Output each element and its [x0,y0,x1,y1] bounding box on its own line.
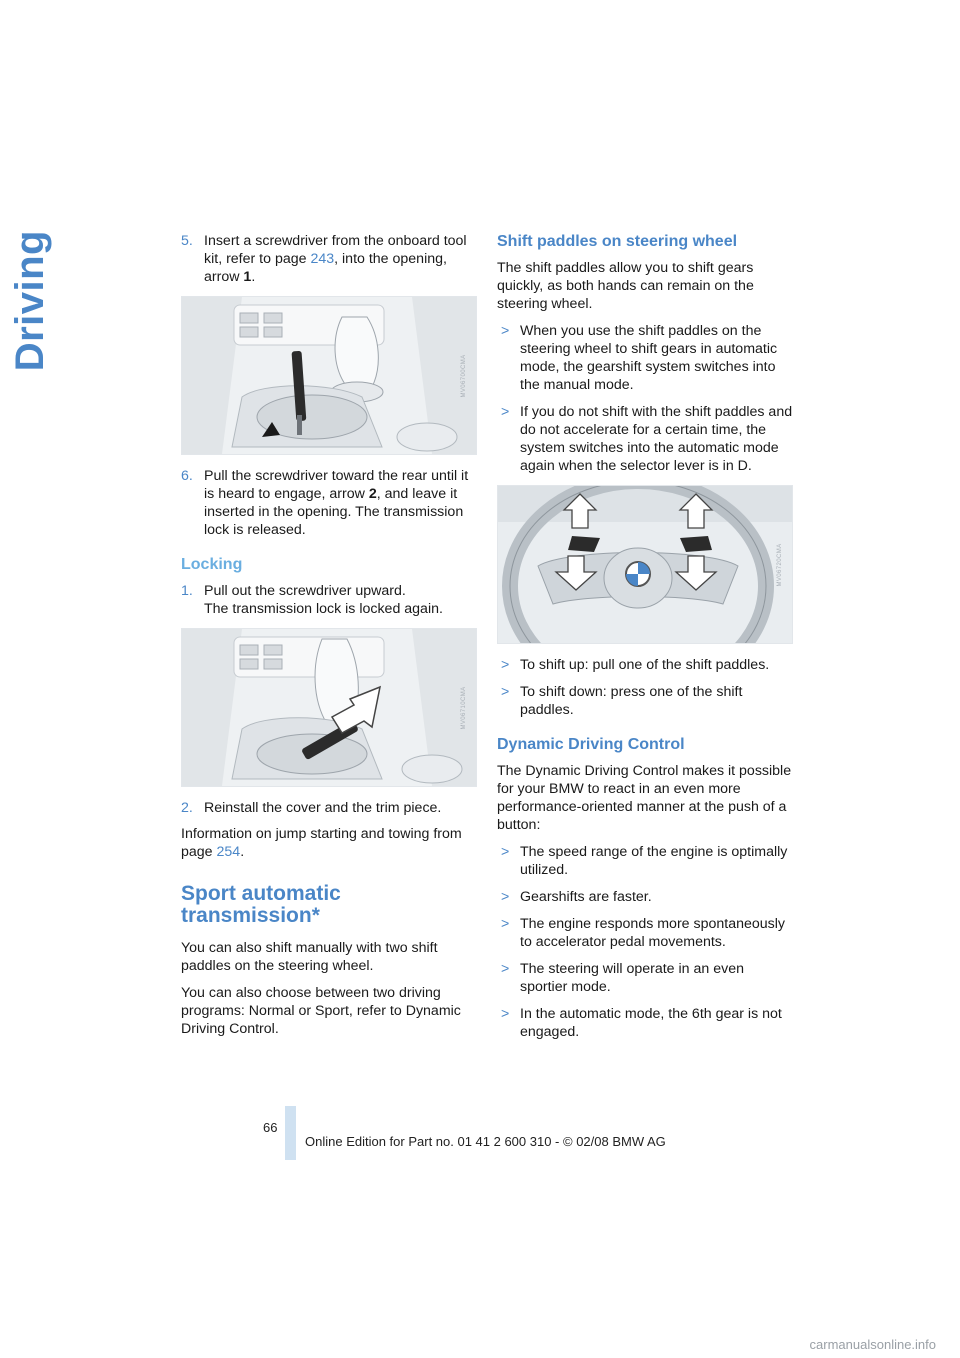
shift-paddles-heading: Shift paddles on steering wheel [497,233,738,250]
shift-paddles-intro: The shift paddles allow you to shift gears quickly, as both hands can remain on the steering wheel. [497,260,754,312]
step-text: Insert a screwdriver from the onboard tool kit, refer to page [204,233,467,267]
step-number: 1. [181,583,193,599]
left-column [181,232,477,1047]
step-number: 2. [181,800,193,816]
sport-paragraph-2: You can also choose between two driving programs: Normal or Sport, refer to Dynamic Driving Control. [181,985,461,1037]
page-link-254[interactable]: 254 [216,844,241,860]
paddles-bullet-2 [497,403,793,475]
console-illustration-1 [182,297,476,454]
ddc-bullet-1 [497,843,793,879]
bullet-text: When you use the shift paddles on the steering wheel to shift gears in automatic mode, the gearshift system switches into the manual mode. [520,323,778,393]
shift-down-bullet [497,683,793,719]
arrow-label: 2 [368,486,377,502]
figure-steering-wheel [497,485,793,644]
step-text: Reinstall the cover and the trim piece. [204,800,442,816]
ddc-bullet-5 [497,1005,793,1041]
ddc-intro: The Dynamic Driving Control makes it possible for your BMW to react in an even more performance-oriented manner at the push of a button: [497,763,792,833]
ddc-bullet-2 [497,888,793,906]
bullet-text: The speed range of the engine is optimally utilized. [520,844,788,878]
lock-step-2 [181,799,477,817]
watermark: carmanualsonline.info [809,1337,936,1352]
bullet-text: The steering will operate in an even sportier mode. [520,961,744,995]
ddc-bullet-4 [497,960,793,996]
bullet-marker: > [501,657,510,673]
locking-heading: Locking [181,556,243,573]
step-number: 5. [181,233,193,249]
figure-code: MV06710CMA [461,685,467,730]
step-text: , and leave it inserted in the opening. The transmission lock is released. [204,486,464,538]
step-6 [181,467,477,539]
jump-start-info [181,825,477,861]
bullet-marker: > [501,961,510,977]
bullet-text: To shift down: press one of the shift paddles. [520,684,743,718]
step-number: 6. [181,468,193,484]
footer-edition-text: Online Edition for Part no. 01 41 2 600 310 - © 02/08 BMW AG [305,1134,666,1149]
bullet-marker: > [501,889,510,905]
bullet-marker: > [501,684,510,700]
section-tab: Driving [8,230,52,372]
lock-step-1 [181,582,477,618]
right-column [497,232,793,1050]
bullet-marker: > [501,844,510,860]
arrow-label: 1 [243,269,252,285]
sport-transmission-heading: Sport automatic transmission* [181,882,341,927]
ddc-bullet-3 [497,915,793,951]
ddc-heading: Dynamic Driving Control [497,736,685,753]
bullet-marker: > [501,1006,510,1022]
bullet-text: If you do not shift with the shift paddles and do not accelerate for a certain time, the system switches into the automatic mode again when the selector lever is in D. [520,404,793,474]
step-text: Pull the screwdriver toward the rear until it is heard to engage, arrow [204,468,469,502]
figure-code: MV06700CMA [461,353,467,398]
step-text: . [251,269,256,285]
bullet-marker: > [501,404,510,420]
bullet-marker: > [501,916,510,932]
bullet-text: In the automatic mode, the 6th gear is not engaged. [520,1006,782,1040]
page-link-243[interactable]: 243 [310,251,335,267]
console-illustration-2 [182,629,476,786]
info-text: . [240,844,245,860]
bullet-text: To shift up: pull one of the shift paddles. [520,657,770,673]
shift-up-bullet [497,656,793,674]
paddles-bullet-1 [497,322,793,394]
footer-accent-bar [285,1106,296,1160]
steering-wheel-illustration [498,486,792,643]
bullet-marker: > [501,323,510,339]
figure-code: MV06720CMA [777,542,783,587]
step-5 [181,232,477,286]
step-text: , into the opening, arrow [204,251,447,285]
sport-paragraph-1: You can also shift manually with two shift paddles on the steering wheel. [181,940,438,974]
figure-screwdriver-insert [181,296,477,455]
bullet-text: The engine responds more spontaneously to accelerator pedal movements. [520,916,786,950]
step-text: Pull out the screwdriver upward. [204,583,406,599]
info-text: Information on jump starting and towing from page [181,826,462,860]
bullet-text: Gearshifts are faster. [520,889,652,905]
step-text: The transmission lock is locked again. [204,601,443,617]
figure-screwdriver-remove [181,628,477,787]
page-number: 66 [263,1120,278,1135]
